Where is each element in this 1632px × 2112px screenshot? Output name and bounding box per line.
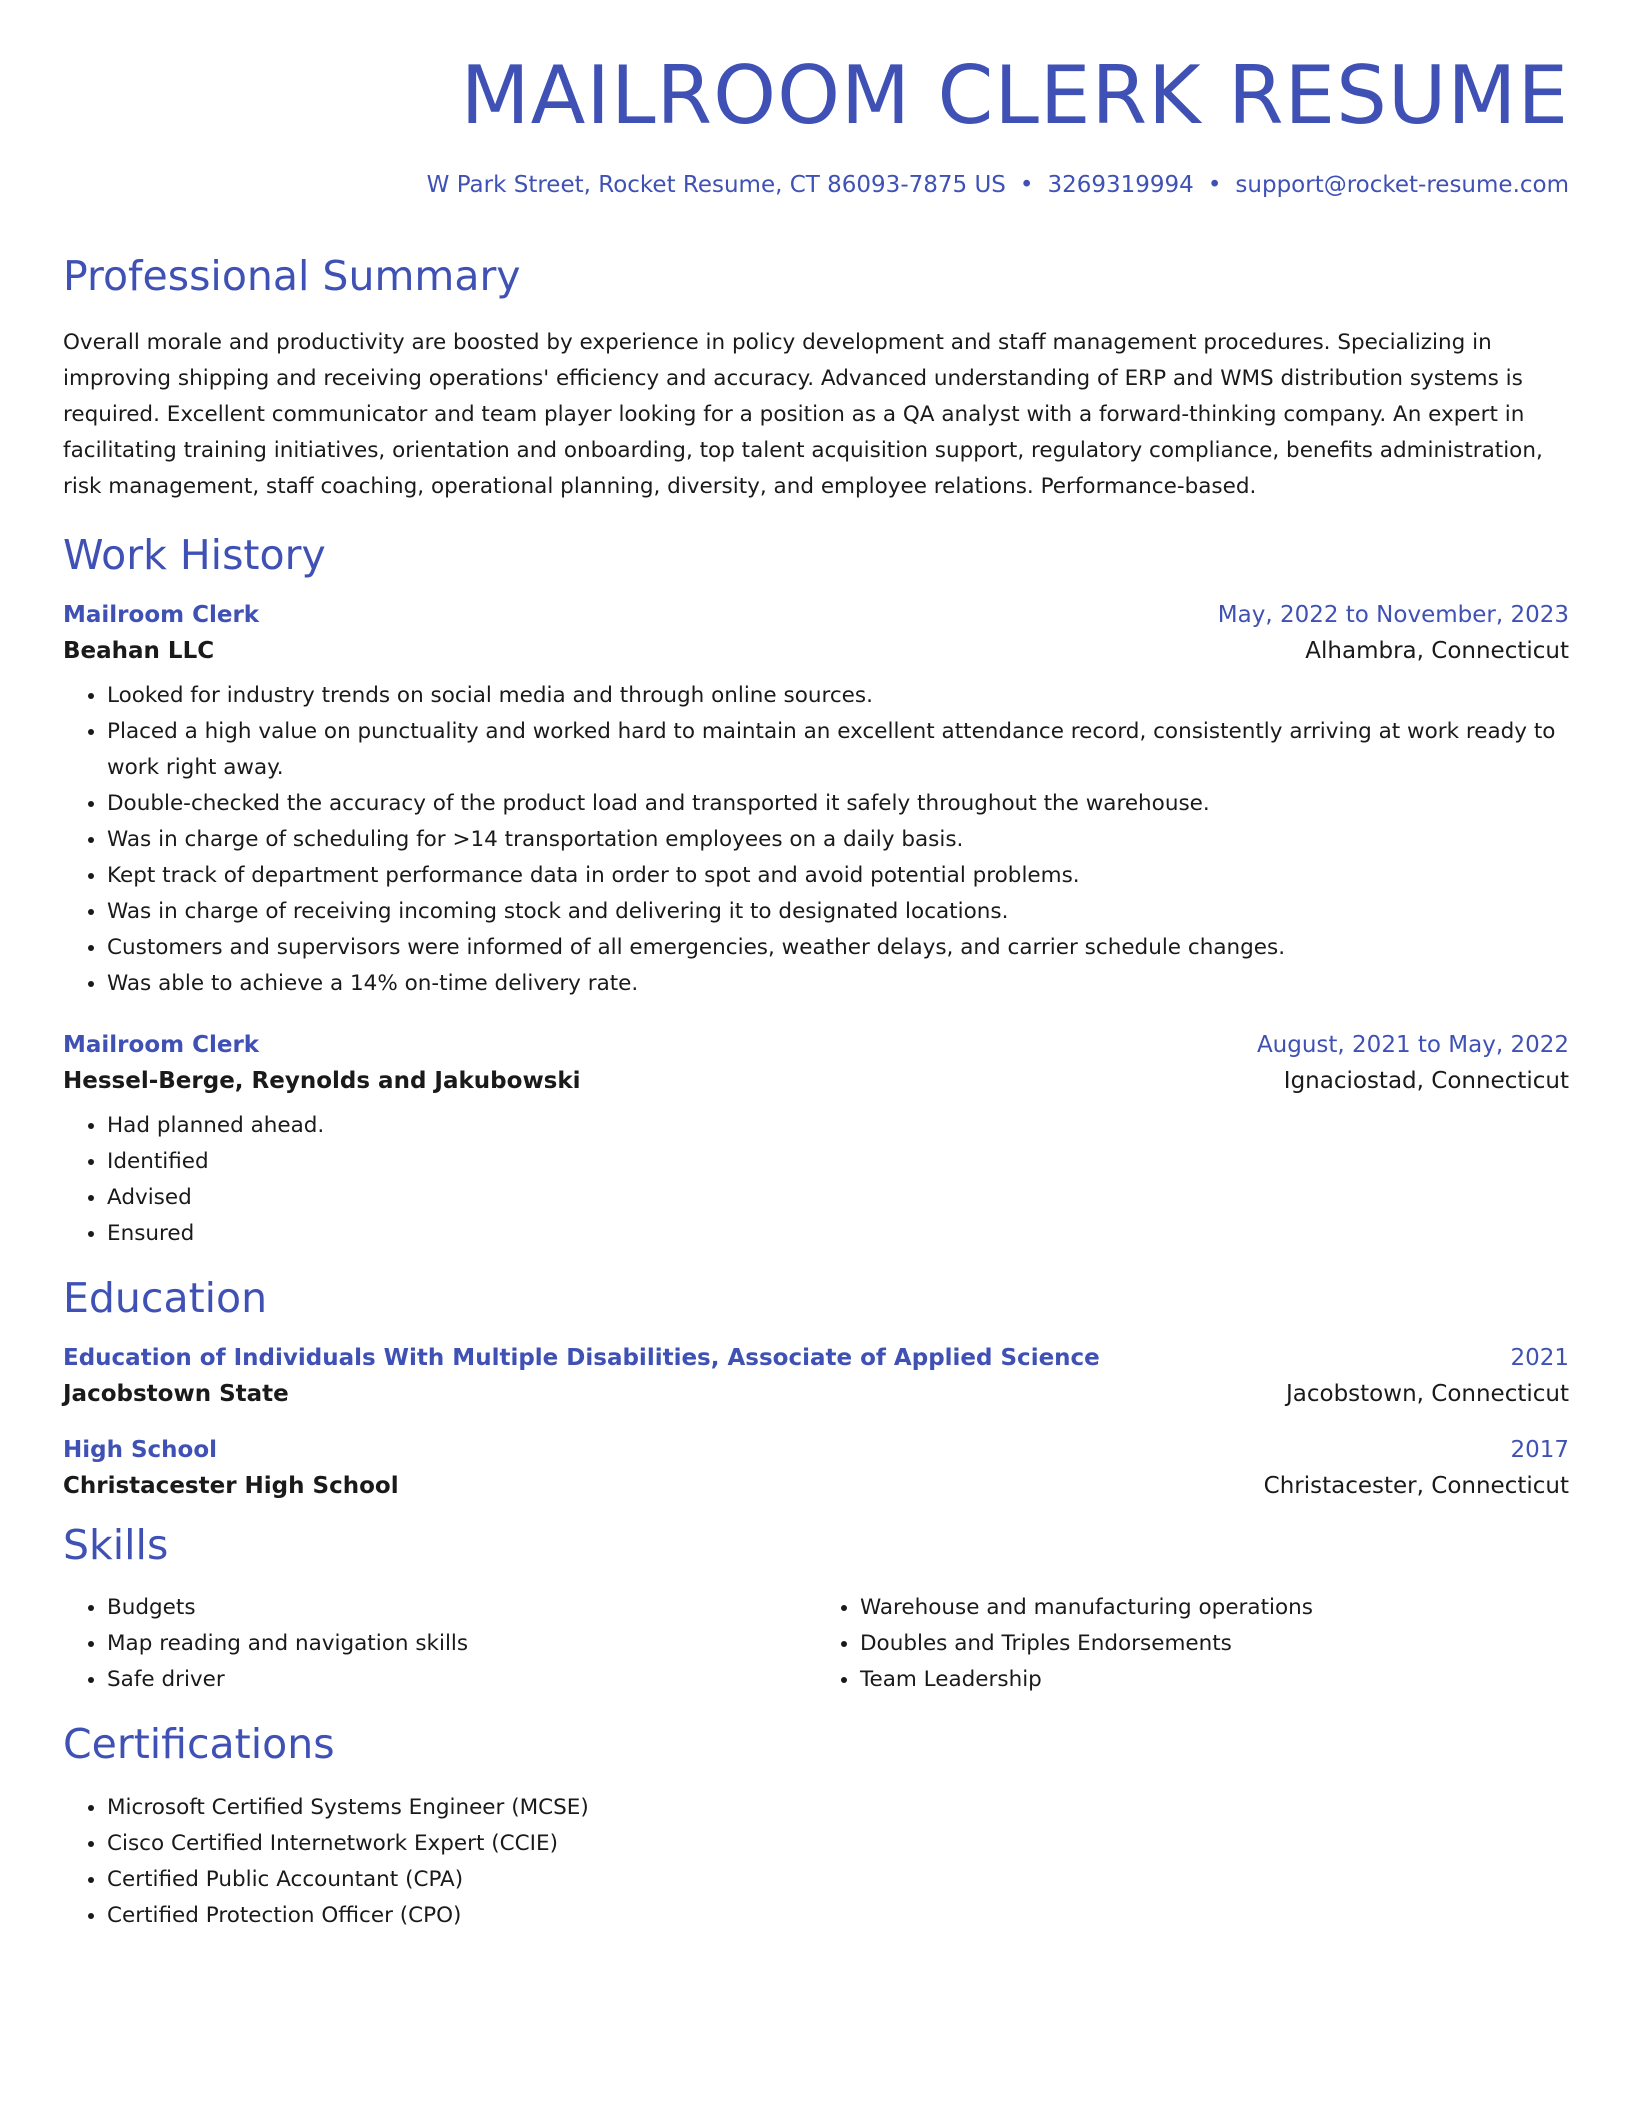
- job-subheader: [63, 638, 1569, 664]
- list-item: • Budgets: [107, 1590, 816, 1626]
- list-item: • Microsoft Certified Systems Engineer (MCSE): [107, 1790, 1569, 1826]
- list-item: • Was in charge of scheduling for >14 transportation employees on a daily basis.: [107, 822, 1569, 858]
- section-title-skills: Skills: [63, 1521, 169, 1570]
- list-item: • Team Leadership: [860, 1662, 1569, 1698]
- list-item: • Identified: [107, 1144, 1569, 1180]
- list-item: • Ensured: [107, 1216, 1569, 1252]
- list-item: • Was in charge of receiving incoming stock and delivering it to designated locations.: [107, 894, 1569, 930]
- list-item: • Double-checked the accuracy of the product load and transported it safely throughout the warehouse.: [107, 786, 1569, 822]
- education-degree: Education of Individuals With Multiple Disabilities, Associate of Applied Science: [63, 1345, 1100, 1372]
- contact-phone: 3269319994: [1047, 172, 1194, 198]
- job-entry: [63, 1032, 1569, 1252]
- education-degree: High School: [63, 1437, 218, 1464]
- section-title-summary: Professional Summary: [63, 251, 521, 300]
- job-bullets: [63, 678, 1569, 1002]
- section-title-certifications: Certifications: [63, 1720, 335, 1769]
- job-entry: [63, 602, 1569, 1002]
- summary-text: Overall morale and productivity are boosted by experience in policy development and staff management procedures. Specializing in improving shipping and receiving operations' efficiency and accuracy. Advanced understanding of ERP and WMS distribution systems is required. Excellent communicator and team player looking for a position as a QA analyst with a forward-thinking company. An expert in facilitating training initiatives, orientation and onboarding, top talent acquisition support, regulatory compliance, benefits administration, risk management, staff coaching, operational planning, diversity, and employee relations. Performance-based.: [63, 329, 1543, 499]
- education-entry: [63, 1345, 1569, 1407]
- education-location: Jacobstown, Connecticut: [1285, 1381, 1569, 1408]
- list-item: • Certified Public Accountant (CPA): [107, 1862, 1569, 1898]
- job-subheader: [63, 1068, 1569, 1094]
- list-item: • Had planned ahead.: [107, 1108, 1569, 1144]
- job-bullets: [63, 1108, 1569, 1252]
- skills-list-left: [63, 1590, 816, 1698]
- resume-title: MAILROOM CLERK RESUME: [460, 49, 1569, 142]
- job-role: Mailroom Clerk: [63, 601, 260, 628]
- education-location: Christacester, Connecticut: [1263, 1473, 1569, 1500]
- education-school: Christacester High School: [63, 1473, 399, 1500]
- skills-grid: [63, 1590, 1569, 1698]
- list-item: • Advised: [107, 1180, 1569, 1216]
- job-company: Hessel-Berge, Reynolds and Jakubowski: [63, 1067, 581, 1094]
- list-item: • Doubles and Triples Endorsements: [860, 1626, 1569, 1662]
- education-header: [63, 1345, 1569, 1371]
- job-location: Ignaciostad, Connecticut: [1283, 1067, 1569, 1094]
- job-location: Alhambra, Connecticut: [1305, 637, 1569, 664]
- job-dates: August, 2021 to May, 2022: [1256, 1031, 1569, 1058]
- education-entry: [63, 1437, 1569, 1499]
- list-item: • Placed a high value on punctuality and worked hard to maintain an excellent attendance record, consistently arriving at work ready to work right away.: [107, 714, 1569, 786]
- education-subheader: [63, 1473, 1569, 1499]
- contact-line: [63, 172, 1569, 200]
- list-item: • Looked for industry trends on social media and through online sources.: [107, 678, 1569, 714]
- list-item: • Warehouse and manufacturing operations: [860, 1590, 1569, 1626]
- job-dates: May, 2022 to November, 2023: [1217, 601, 1569, 628]
- contact-separator: •: [1019, 172, 1034, 198]
- job-header: [63, 1032, 1569, 1058]
- list-item: • Cisco Certified Internetwork Expert (CCIE): [107, 1826, 1569, 1862]
- job-header: [63, 602, 1569, 628]
- list-item: • Map reading and navigation skills: [107, 1626, 816, 1662]
- contact-address: W Park Street, Rocket Resume, CT 86093-7875 US: [426, 172, 1006, 198]
- list-item: • Kept track of department performance data in order to spot and avoid potential problems.: [107, 858, 1569, 894]
- list-item: • Was able to achieve a 14% on-time delivery rate.: [107, 966, 1569, 1002]
- skills-list-right: [816, 1590, 1569, 1698]
- education-school: Jacobstown State: [63, 1381, 289, 1408]
- education-subheader: [63, 1381, 1569, 1407]
- education-year: 2017: [1510, 1437, 1569, 1464]
- list-item: • Certified Protection Officer (CPO): [107, 1898, 1569, 1934]
- education-year: 2021: [1510, 1345, 1569, 1372]
- education-header: [63, 1437, 1569, 1463]
- section-title-work-history: Work History: [63, 530, 326, 579]
- job-company: Beahan LLC: [63, 637, 215, 664]
- certifications-list: [63, 1790, 1569, 1934]
- job-role: Mailroom Clerk: [63, 1031, 260, 1058]
- list-item: • Safe driver: [107, 1662, 816, 1698]
- section-title-education: Education: [63, 1273, 268, 1322]
- contact-separator: •: [1207, 172, 1222, 198]
- list-item: • Customers and supervisors were informed of all emergencies, weather delays, and carrier schedule changes.: [107, 930, 1569, 966]
- contact-email: support@rocket-resume.com: [1235, 172, 1569, 198]
